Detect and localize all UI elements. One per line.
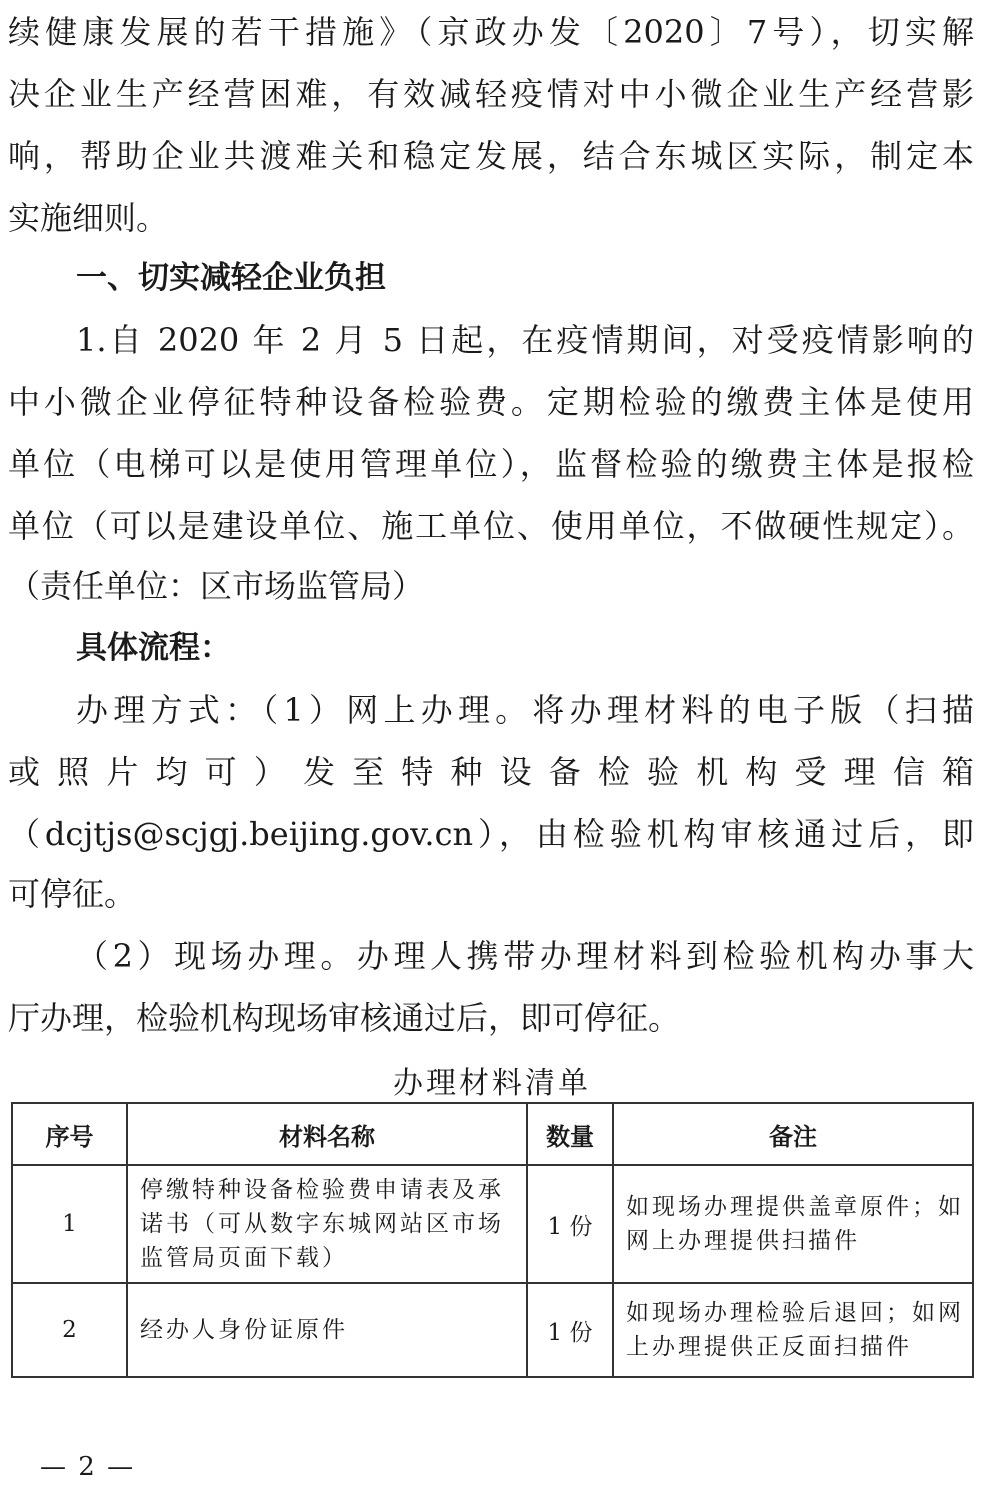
paragraph-line: 中小微企业停征特种设备检验费。定期检验的缴费主体是使用 [8, 383, 974, 421]
quantity: 1 份 [527, 1283, 613, 1377]
row-number: 1 [12, 1165, 127, 1283]
column-header: 材料名称 [127, 1103, 527, 1165]
remark: 如现场办理检验后退回；如网上办理提供正反面扫描件 [613, 1283, 973, 1377]
paragraph-line: 续健康发展的若干措施》（京政办发〔2020〕7号），切实解 [8, 13, 974, 51]
paragraph-line: 1.自 2020 年 2 月 5 日起，在疫情期间，对受疫情影响的 [76, 321, 974, 359]
material-name: 经办人身份证原件 [127, 1283, 527, 1377]
paragraph-line: 实施细则。 [8, 199, 169, 237]
quantity: 1 份 [527, 1165, 613, 1283]
material-name: 停缴特种设备检验费申请表及承诺书（可从数字东城网站区市场监管局页面下载） [127, 1165, 527, 1283]
subheading: 具体流程： [76, 630, 231, 666]
paragraph-line: 可停征。 [8, 875, 137, 913]
paragraph-line: 厅办理，检验机构现场审核通过后，即可停征。 [8, 999, 681, 1037]
paragraph-line: 或照片均可）发至特种设备检验机构受理信箱 [8, 753, 974, 791]
paragraph-line: （2）现场办理。办理人携带办理材料到检验机构办事大 [76, 937, 974, 975]
paragraph-line: （责任单位：区市场监管局） [8, 567, 425, 605]
remark: 如现场办理提供盖章原件；如网上办理提供扫描件 [613, 1165, 973, 1283]
row-number: 2 [12, 1283, 127, 1377]
paragraph-line: 响，帮助企业共渡难关和稳定发展，结合东城区实际，制定本 [8, 137, 974, 175]
materials-table [11, 1102, 974, 1378]
column-header: 数量 [527, 1103, 613, 1165]
table-caption: 办理材料清单 [393, 1066, 591, 1101]
paragraph-line: 办理方式：（1）网上办理。将办理材料的电子版（扫描 [76, 691, 974, 729]
paragraph-line: （dcjtjs@scjgj.beijing.gov.cn），由检验机构审核通过后，即 [8, 815, 974, 853]
table-header-row [12, 1103, 973, 1165]
paragraph-line: 单位（电梯可以是使用管理单位），监督检验的缴费主体是报检 [8, 445, 974, 483]
table-row [12, 1283, 973, 1377]
column-header: 序号 [12, 1103, 127, 1165]
paragraph-line: 决企业生产经营困难，有效减轻疫情对中小微企业生产经营影 [8, 75, 974, 113]
section-heading: 一、切实减轻企业负担 [76, 260, 386, 296]
table-row [12, 1165, 973, 1283]
paragraph-line: 单位（可以是建设单位、施工单位、使用单位，不做硬性规定）。 [8, 507, 974, 545]
page-number: — 2 — [40, 1452, 136, 1482]
column-header: 备注 [613, 1103, 973, 1165]
